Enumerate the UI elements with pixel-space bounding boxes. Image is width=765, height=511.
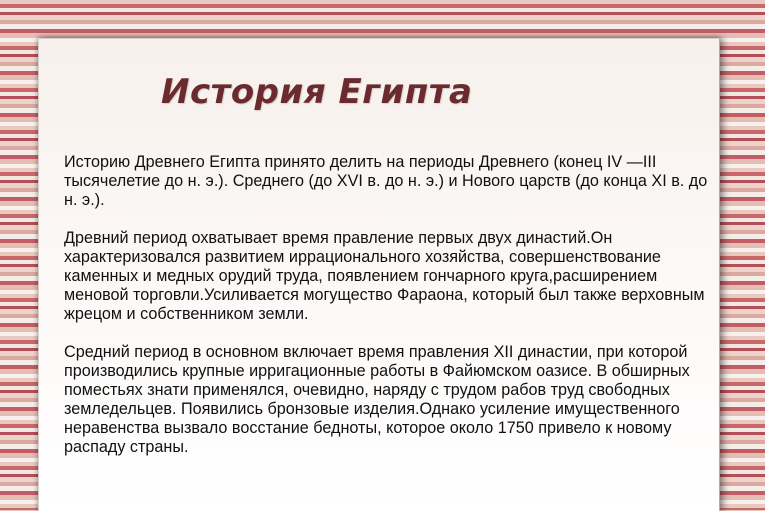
- paragraph-ancient-period: Древний период охватывает время правление первых двух династий.Он характеризовался развитием иррационального хозяйства, совершенствование каменных и медных орудий труда, появлением гончарного круга,расширением меновой торговли.Усиливается могущество Фараона, который был также верховным жрецом и собственником земли.: [64, 229, 705, 323]
- slide-body: [64, 153, 714, 476]
- slide-panel: [38, 38, 720, 511]
- paragraph-periods: Историю Древнего Египта принято делить на периоды Древнего (конец IV —III тысячелетие до н. э.). Среднего (до XVI в. до н. э.) и Нового царств (до конца XI в. до н. э.).: [64, 153, 708, 209]
- paragraph-middle-period: Средний период в основном включает время правления XII династии, при которой производились крупные ирригационные работы в Файюмском оазисе. В обширных поместьях знати применялся, очевидно, наряду с трудом рабов труд свободных земледельцев. Появились бронзовые изделия.Однако усиление имущественного неравенства вызвало восстание бедноты, которое около 1750 привело к новому распаду страны.: [64, 343, 690, 456]
- slide-title: История Египта: [161, 72, 473, 112]
